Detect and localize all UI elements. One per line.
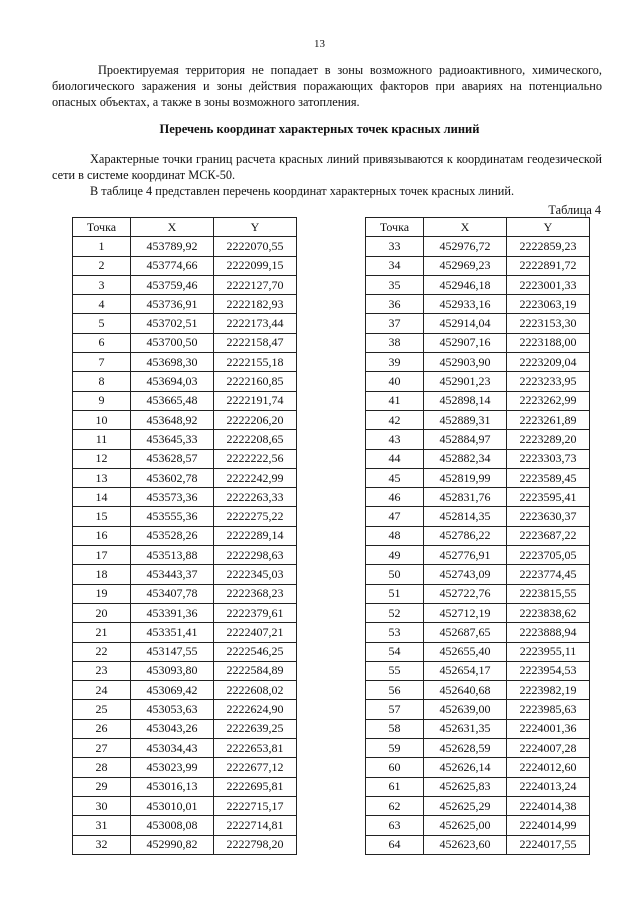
cell-y: 2223209,04 [507,353,590,372]
cell-x: 453069,42 [131,681,214,700]
cell-point: 39 [366,353,424,372]
cell-point: 41 [366,391,424,410]
cell-y: 2223261,89 [507,410,590,429]
cell-y: 2223687,22 [507,526,590,545]
intro-paragraph: Проектируемая территория не попадает в зоны возможного радиоактивного, химического, биологического заражения и зоны действия поражающих факторов при авариях на потенциально опасных объектах, а также в зоны возможного затопления. [52,63,602,109]
cell-y: 2222859,23 [507,237,590,256]
cell-x: 453016,13 [131,777,214,796]
cell-y: 2222160,85 [214,372,297,391]
cell-x: 452743,09 [424,565,507,584]
cell-x: 452625,29 [424,796,507,815]
cell-y: 2222070,55 [214,237,297,256]
cell-y: 2223815,55 [507,584,590,603]
table-row [73,256,297,275]
cell-point: 15 [73,507,131,526]
column-header-point: Точка [73,218,131,237]
cell-x: 452626,14 [424,758,507,777]
cell-y: 2222798,20 [214,835,297,854]
table-row [73,796,297,815]
table-row [73,391,297,410]
cell-x: 452776,91 [424,546,507,565]
cell-y: 2223188,00 [507,333,590,352]
cell-x: 452623,60 [424,835,507,854]
page-number: 13 [314,38,325,50]
table-row [366,661,590,680]
cell-x: 452933,16 [424,295,507,314]
table-row [366,410,590,429]
cell-y: 2223595,41 [507,488,590,507]
table-row [366,584,590,603]
table-row [73,333,297,352]
table-row [366,256,590,275]
cell-point: 43 [366,430,424,449]
cell-y: 2223888,94 [507,623,590,642]
cell-y: 2222242,99 [214,468,297,487]
cell-y: 2223303,73 [507,449,590,468]
cell-y: 2222546,25 [214,642,297,661]
cell-y: 2223774,45 [507,565,590,584]
table-row [73,777,297,796]
cell-y: 2224014,38 [507,796,590,815]
table-row [366,507,590,526]
table-row [366,372,590,391]
cell-point: 14 [73,488,131,507]
cell-point: 13 [73,468,131,487]
cell-x: 453093,80 [131,661,214,680]
cell-y: 2222222,56 [214,449,297,468]
table-row [73,275,297,294]
cell-point: 9 [73,391,131,410]
table-row [366,333,590,352]
cell-x: 453391,36 [131,603,214,622]
table-row [366,739,590,758]
cell-x: 453694,03 [131,372,214,391]
cell-y: 2223001,33 [507,275,590,294]
cell-point: 19 [73,584,131,603]
cell-y: 2222206,20 [214,410,297,429]
table-row [73,758,297,777]
table-header-row [73,218,297,237]
cell-x: 452640,68 [424,681,507,700]
cell-x: 453443,37 [131,565,214,584]
cell-x: 453736,91 [131,295,214,314]
column-header-point: Точка [366,218,424,237]
body-paragraph-geodetic: Характерные точки границ расчета красных линий привязываются к координатам геодезической сети в системе координат МСК-50. [52,152,602,182]
column-header-x: X [424,218,507,237]
cell-y: 2224007,28 [507,739,590,758]
table-row [73,565,297,584]
cell-y: 2224001,36 [507,719,590,738]
cell-point: 18 [73,565,131,584]
cell-point: 34 [366,256,424,275]
cell-point: 6 [73,333,131,352]
cell-x: 452722,76 [424,584,507,603]
cell-x: 453698,30 [131,353,214,372]
cell-y: 2223063,19 [507,295,590,314]
cell-point: 3 [73,275,131,294]
cell-y: 2222891,72 [507,256,590,275]
cell-point: 60 [366,758,424,777]
cell-y: 2223985,63 [507,700,590,719]
coordinates-table-left [72,217,297,855]
cell-point: 24 [73,681,131,700]
cell-y: 2222714,81 [214,816,297,835]
cell-point: 57 [366,700,424,719]
cell-point: 36 [366,295,424,314]
cell-point: 55 [366,661,424,680]
cell-point: 12 [73,449,131,468]
table-row [73,237,297,256]
table-row [73,488,297,507]
table-row [366,623,590,642]
coordinates-table-right [365,217,590,855]
table-row [73,468,297,487]
cell-y: 2222368,23 [214,584,297,603]
cell-point: 1 [73,237,131,256]
table-row [366,681,590,700]
table-row [73,295,297,314]
cell-y: 2223153,30 [507,314,590,333]
table-row [366,565,590,584]
cell-x: 452687,65 [424,623,507,642]
cell-x: 452969,23 [424,256,507,275]
table-row [366,719,590,738]
table-row [366,642,590,661]
table-row [73,642,297,661]
section-heading: Перечень координат характерных точек красных линий [159,122,480,136]
cell-point: 37 [366,314,424,333]
table-row [73,739,297,758]
cell-x: 453628,57 [131,449,214,468]
cell-point: 8 [73,372,131,391]
cell-point: 42 [366,410,424,429]
cell-y: 2222263,33 [214,488,297,507]
cell-y: 2224017,55 [507,835,590,854]
cell-point: 53 [366,623,424,642]
cell-x: 452901,23 [424,372,507,391]
cell-y: 2224013,24 [507,777,590,796]
column-header-y: Y [214,218,297,237]
cell-point: 28 [73,758,131,777]
cell-x: 452814,35 [424,507,507,526]
cell-y: 2222695,81 [214,777,297,796]
cell-x: 453702,51 [131,314,214,333]
table-row [73,372,297,391]
cell-point: 2 [73,256,131,275]
cell-x: 452907,16 [424,333,507,352]
cell-point: 30 [73,796,131,815]
cell-y: 2223630,37 [507,507,590,526]
cell-x: 453602,78 [131,468,214,487]
cell-x: 453351,41 [131,623,214,642]
cell-y: 2222289,14 [214,526,297,545]
cell-y: 2223233,95 [507,372,590,391]
cell-x: 452889,31 [424,410,507,429]
column-header-x: X [131,218,214,237]
cell-point: 54 [366,642,424,661]
cell-point: 64 [366,835,424,854]
cell-x: 452625,00 [424,816,507,835]
cell-y: 2224014,99 [507,816,590,835]
cell-point: 49 [366,546,424,565]
cell-x: 452898,14 [424,391,507,410]
cell-y: 2223262,99 [507,391,590,410]
cell-point: 29 [73,777,131,796]
table-row [73,314,297,333]
table-row [366,835,590,854]
cell-point: 32 [73,835,131,854]
cell-x: 452655,40 [424,642,507,661]
cell-x: 453700,50 [131,333,214,352]
table-row [366,488,590,507]
cell-y: 2222345,03 [214,565,297,584]
cell-point: 46 [366,488,424,507]
table-row [73,584,297,603]
table-row [73,681,297,700]
cell-x: 453789,92 [131,237,214,256]
cell-point: 7 [73,353,131,372]
cell-y: 2223982,19 [507,681,590,700]
table-row [366,295,590,314]
cell-y: 2223289,20 [507,430,590,449]
table-row [73,526,297,545]
cell-x: 453407,78 [131,584,214,603]
cell-y: 2222715,17 [214,796,297,815]
cell-x: 453645,33 [131,430,214,449]
cell-point: 45 [366,468,424,487]
table-row [73,410,297,429]
cell-point: 33 [366,237,424,256]
table-row [73,353,297,372]
cell-y: 2222298,63 [214,546,297,565]
cell-y: 2222191,74 [214,391,297,410]
cell-point: 63 [366,816,424,835]
cell-y: 2222639,25 [214,719,297,738]
cell-y: 2223838,62 [507,603,590,622]
cell-y: 2222158,47 [214,333,297,352]
cell-y: 2223955,11 [507,642,590,661]
cell-x: 452976,72 [424,237,507,256]
cell-point: 17 [73,546,131,565]
table-row [366,796,590,815]
table-row [366,526,590,545]
cell-y: 2222182,93 [214,295,297,314]
table-row [366,430,590,449]
cell-point: 4 [73,295,131,314]
table-row [366,546,590,565]
cell-y: 2224012,60 [507,758,590,777]
column-header-y: Y [507,218,590,237]
table-row [73,661,297,680]
cell-x: 453034,43 [131,739,214,758]
cell-point: 51 [366,584,424,603]
table-header-row [366,218,590,237]
table-caption: Таблица 4 [548,203,601,217]
cell-point: 5 [73,314,131,333]
cell-y: 2222584,89 [214,661,297,680]
cell-point: 40 [366,372,424,391]
cell-point: 10 [73,410,131,429]
cell-point: 50 [366,565,424,584]
table-row [366,603,590,622]
table-row [73,603,297,622]
table-row [366,758,590,777]
table-row [73,700,297,719]
cell-x: 453648,92 [131,410,214,429]
table-row [366,275,590,294]
table-row [366,700,590,719]
cell-point: 35 [366,275,424,294]
cell-point: 48 [366,526,424,545]
table-row [366,237,590,256]
cell-x: 452786,22 [424,526,507,545]
cell-point: 52 [366,603,424,622]
cell-y: 2222379,61 [214,603,297,622]
cell-x: 452831,76 [424,488,507,507]
cell-x: 452712,19 [424,603,507,622]
table-row [73,719,297,738]
table-row [73,430,297,449]
table-row [73,449,297,468]
cell-y: 2222407,21 [214,623,297,642]
table-row [366,468,590,487]
cell-x: 453573,36 [131,488,214,507]
cell-point: 20 [73,603,131,622]
cell-y: 2223589,45 [507,468,590,487]
cell-point: 11 [73,430,131,449]
table-row [366,449,590,468]
cell-x: 453555,36 [131,507,214,526]
cell-point: 61 [366,777,424,796]
cell-y: 2222608,02 [214,681,297,700]
cell-x: 452946,18 [424,275,507,294]
table-row [73,835,297,854]
cell-x: 453008,08 [131,816,214,835]
cell-x: 453010,01 [131,796,214,815]
table-row [73,816,297,835]
cell-y: 2222677,12 [214,758,297,777]
cell-y: 2222099,15 [214,256,297,275]
cell-y: 2222208,65 [214,430,297,449]
cell-point: 23 [73,661,131,680]
cell-point: 22 [73,642,131,661]
cell-y: 2223954,53 [507,661,590,680]
cell-x: 452903,90 [424,353,507,372]
cell-x: 452819,99 [424,468,507,487]
table-row [73,546,297,565]
cell-x: 452639,00 [424,700,507,719]
cell-x: 452914,04 [424,314,507,333]
table-row [366,777,590,796]
table-row [366,314,590,333]
cell-x: 453043,26 [131,719,214,738]
table-row [366,816,590,835]
cell-x: 453147,55 [131,642,214,661]
table-row [73,623,297,642]
cell-x: 452884,97 [424,430,507,449]
cell-point: 31 [73,816,131,835]
cell-y: 2223705,05 [507,546,590,565]
cell-x: 452628,59 [424,739,507,758]
cell-y: 2222155,18 [214,353,297,372]
table-row [73,507,297,526]
cell-x: 453665,48 [131,391,214,410]
body-paragraph-table-reference: В таблице 4 представлен перечень координат характерных точек красных линий. [90,184,515,198]
cell-point: 47 [366,507,424,526]
cell-point: 38 [366,333,424,352]
cell-y: 2222653,81 [214,739,297,758]
cell-point: 16 [73,526,131,545]
cell-point: 56 [366,681,424,700]
cell-x: 452631,35 [424,719,507,738]
cell-x: 453053,63 [131,700,214,719]
cell-y: 2222173,44 [214,314,297,333]
cell-point: 62 [366,796,424,815]
cell-y: 2222127,70 [214,275,297,294]
table-row [366,353,590,372]
cell-x: 453774,66 [131,256,214,275]
cell-point: 25 [73,700,131,719]
cell-x: 452625,83 [424,777,507,796]
cell-x: 453528,26 [131,526,214,545]
cell-point: 59 [366,739,424,758]
cell-x: 452654,17 [424,661,507,680]
cell-point: 27 [73,739,131,758]
cell-point: 26 [73,719,131,738]
table-row [366,391,590,410]
cell-x: 453023,99 [131,758,214,777]
cell-x: 453513,88 [131,546,214,565]
cell-x: 452882,34 [424,449,507,468]
cell-point: 58 [366,719,424,738]
cell-x: 453759,46 [131,275,214,294]
cell-point: 21 [73,623,131,642]
cell-x: 452990,82 [131,835,214,854]
cell-point: 44 [366,449,424,468]
cell-y: 2222275,22 [214,507,297,526]
cell-y: 2222624,90 [214,700,297,719]
